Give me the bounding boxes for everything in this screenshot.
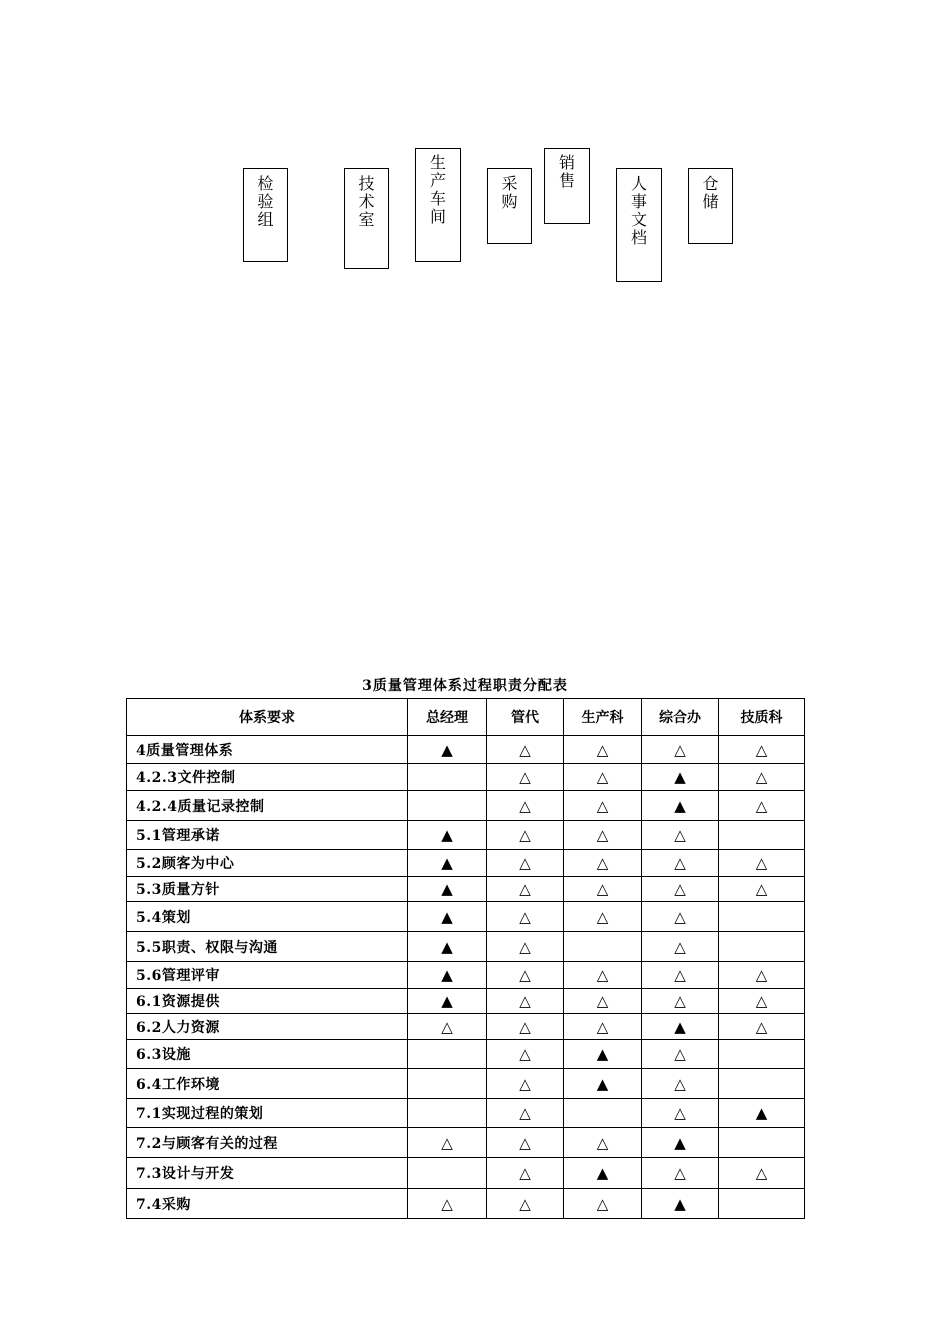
secondary-responsibility-mark: △ <box>408 1128 487 1158</box>
secondary-responsibility-mark: △ <box>564 902 642 932</box>
secondary-responsibility-mark: △ <box>564 1128 642 1158</box>
primary-responsibility-mark: ▲ <box>408 736 487 764</box>
secondary-responsibility-mark: △ <box>564 1014 642 1040</box>
table-row <box>127 791 805 821</box>
requirement-cell: 7.2与顾客有关的过程 <box>127 1128 408 1158</box>
primary-responsibility-mark: ▲ <box>719 1099 805 1128</box>
secondary-responsibility-mark: △ <box>487 962 564 989</box>
table-row <box>127 1069 805 1099</box>
table-row <box>127 1040 805 1069</box>
dept-box-sales <box>544 148 590 224</box>
secondary-responsibility-mark: △ <box>487 1014 564 1040</box>
dept-box-hr-documents <box>616 168 662 282</box>
requirement-cell: 7.1实现过程的策划 <box>127 1099 408 1128</box>
primary-responsibility-mark: ▲ <box>408 821 487 850</box>
secondary-responsibility-mark: △ <box>642 1040 719 1069</box>
secondary-responsibility-mark: △ <box>642 1158 719 1189</box>
requirement-cell: 7.3设计与开发 <box>127 1158 408 1189</box>
dept-box-production <box>415 148 461 262</box>
requirement-cell: 5.6管理评审 <box>127 962 408 989</box>
secondary-responsibility-mark: △ <box>487 1040 564 1069</box>
dept-box-purchasing <box>487 168 532 244</box>
empty-cell <box>564 1099 642 1128</box>
secondary-responsibility-mark: △ <box>642 877 719 902</box>
requirement-cell: 5.3质量方针 <box>127 877 408 902</box>
empty-cell <box>564 932 642 962</box>
secondary-responsibility-mark: △ <box>487 989 564 1014</box>
secondary-responsibility-mark: △ <box>487 1069 564 1099</box>
empty-cell <box>408 1158 487 1189</box>
dept-label: 仓储 <box>702 174 719 211</box>
dept-box-inspection <box>243 168 288 262</box>
requirement-cell: 7.4采购 <box>127 1189 408 1219</box>
requirement-cell: 6.4工作环境 <box>127 1069 408 1099</box>
column-header: 技质科 <box>719 699 805 736</box>
secondary-responsibility-mark: △ <box>642 1099 719 1128</box>
table-header-row <box>127 699 805 736</box>
secondary-responsibility-mark: △ <box>642 962 719 989</box>
primary-responsibility-mark: ▲ <box>564 1040 642 1069</box>
secondary-responsibility-mark: △ <box>487 1128 564 1158</box>
primary-responsibility-mark: ▲ <box>642 764 719 791</box>
empty-cell <box>719 1128 805 1158</box>
table-row <box>127 902 805 932</box>
requirement-cell: 5.1管理承诺 <box>127 821 408 850</box>
requirement-cell: 4质量管理体系 <box>127 736 408 764</box>
secondary-responsibility-mark: △ <box>408 1014 487 1040</box>
secondary-responsibility-mark: △ <box>487 902 564 932</box>
table-row <box>127 1128 805 1158</box>
requirement-cell: 4.2.4质量记录控制 <box>127 791 408 821</box>
column-header: 综合办 <box>642 699 719 736</box>
secondary-responsibility-mark: △ <box>719 850 805 877</box>
secondary-responsibility-mark: △ <box>642 989 719 1014</box>
dept-label: 生产车间 <box>429 153 446 226</box>
primary-responsibility-mark: ▲ <box>642 1189 719 1219</box>
empty-cell <box>719 821 805 850</box>
empty-cell <box>719 1040 805 1069</box>
secondary-responsibility-mark: △ <box>719 1014 805 1040</box>
primary-responsibility-mark: ▲ <box>642 1128 719 1158</box>
secondary-responsibility-mark: △ <box>719 764 805 791</box>
secondary-responsibility-mark: △ <box>487 736 564 764</box>
dept-label: 检验组 <box>257 174 274 229</box>
dept-label: 人事文档 <box>630 174 647 247</box>
table-row <box>127 1158 805 1189</box>
table-row <box>127 850 805 877</box>
primary-responsibility-mark: ▲ <box>564 1158 642 1189</box>
table-row <box>127 1099 805 1128</box>
empty-cell <box>719 1189 805 1219</box>
secondary-responsibility-mark: △ <box>487 821 564 850</box>
secondary-responsibility-mark: △ <box>487 850 564 877</box>
dept-label: 销售 <box>558 153 575 190</box>
requirement-cell: 5.5职责、权限与沟通 <box>127 932 408 962</box>
dept-label: 技术室 <box>358 174 375 229</box>
primary-responsibility-mark: ▲ <box>408 932 487 962</box>
column-header: 总经理 <box>408 699 487 736</box>
secondary-responsibility-mark: △ <box>642 821 719 850</box>
empty-cell <box>408 1099 487 1128</box>
secondary-responsibility-mark: △ <box>564 764 642 791</box>
primary-responsibility-mark: ▲ <box>642 791 719 821</box>
secondary-responsibility-mark: △ <box>642 736 719 764</box>
secondary-responsibility-mark: △ <box>564 821 642 850</box>
table-row <box>127 989 805 1014</box>
empty-cell <box>408 1069 487 1099</box>
secondary-responsibility-mark: △ <box>487 1189 564 1219</box>
secondary-responsibility-mark: △ <box>719 1158 805 1189</box>
requirement-cell: 6.3设施 <box>127 1040 408 1069</box>
table-row <box>127 821 805 850</box>
requirement-cell: 5.4策划 <box>127 902 408 932</box>
secondary-responsibility-mark: △ <box>719 877 805 902</box>
table-body <box>127 736 805 1219</box>
secondary-responsibility-mark: △ <box>487 932 564 962</box>
dept-box-warehouse <box>688 168 733 244</box>
secondary-responsibility-mark: △ <box>564 989 642 1014</box>
secondary-responsibility-mark: △ <box>564 736 642 764</box>
primary-responsibility-mark: ▲ <box>408 877 487 902</box>
secondary-responsibility-mark: △ <box>564 877 642 902</box>
table-row <box>127 1014 805 1040</box>
empty-cell <box>408 764 487 791</box>
requirement-cell: 4.2.3文件控制 <box>127 764 408 791</box>
table-row <box>127 877 805 902</box>
table-row <box>127 932 805 962</box>
requirement-cell: 5.2顾客为中心 <box>127 850 408 877</box>
table-row <box>127 1189 805 1219</box>
secondary-responsibility-mark: △ <box>487 1158 564 1189</box>
secondary-responsibility-mark: △ <box>719 962 805 989</box>
column-header: 管代 <box>487 699 564 736</box>
table-row <box>127 736 805 764</box>
empty-cell <box>719 932 805 962</box>
primary-responsibility-mark: ▲ <box>642 1014 719 1040</box>
secondary-responsibility-mark: △ <box>564 1189 642 1219</box>
empty-cell <box>719 902 805 932</box>
secondary-responsibility-mark: △ <box>719 736 805 764</box>
requirement-cell: 6.2人力资源 <box>127 1014 408 1040</box>
primary-responsibility-mark: ▲ <box>408 962 487 989</box>
primary-responsibility-mark: ▲ <box>408 902 487 932</box>
table-row <box>127 764 805 791</box>
requirement-cell: 6.1资源提供 <box>127 989 408 1014</box>
empty-cell <box>719 1069 805 1099</box>
secondary-responsibility-mark: △ <box>487 791 564 821</box>
dept-box-technical <box>344 168 389 269</box>
column-header: 体系要求 <box>127 699 408 736</box>
table-title: 3质量管理体系过程职责分配表 <box>362 678 568 694</box>
primary-responsibility-mark: ▲ <box>408 989 487 1014</box>
dept-label: 采购 <box>501 174 518 211</box>
empty-cell <box>408 1040 487 1069</box>
empty-cell <box>408 791 487 821</box>
primary-responsibility-mark: ▲ <box>564 1069 642 1099</box>
secondary-responsibility-mark: △ <box>487 877 564 902</box>
secondary-responsibility-mark: △ <box>408 1189 487 1219</box>
responsibility-table <box>126 698 805 1219</box>
secondary-responsibility-mark: △ <box>564 850 642 877</box>
secondary-responsibility-mark: △ <box>487 1099 564 1128</box>
secondary-responsibility-mark: △ <box>642 932 719 962</box>
secondary-responsibility-mark: △ <box>719 791 805 821</box>
table-row <box>127 962 805 989</box>
secondary-responsibility-mark: △ <box>642 1069 719 1099</box>
secondary-responsibility-mark: △ <box>642 850 719 877</box>
primary-responsibility-mark: ▲ <box>408 850 487 877</box>
secondary-responsibility-mark: △ <box>642 902 719 932</box>
secondary-responsibility-mark: △ <box>719 989 805 1014</box>
secondary-responsibility-mark: △ <box>487 764 564 791</box>
column-header: 生产科 <box>564 699 642 736</box>
secondary-responsibility-mark: △ <box>564 791 642 821</box>
secondary-responsibility-mark: △ <box>564 962 642 989</box>
